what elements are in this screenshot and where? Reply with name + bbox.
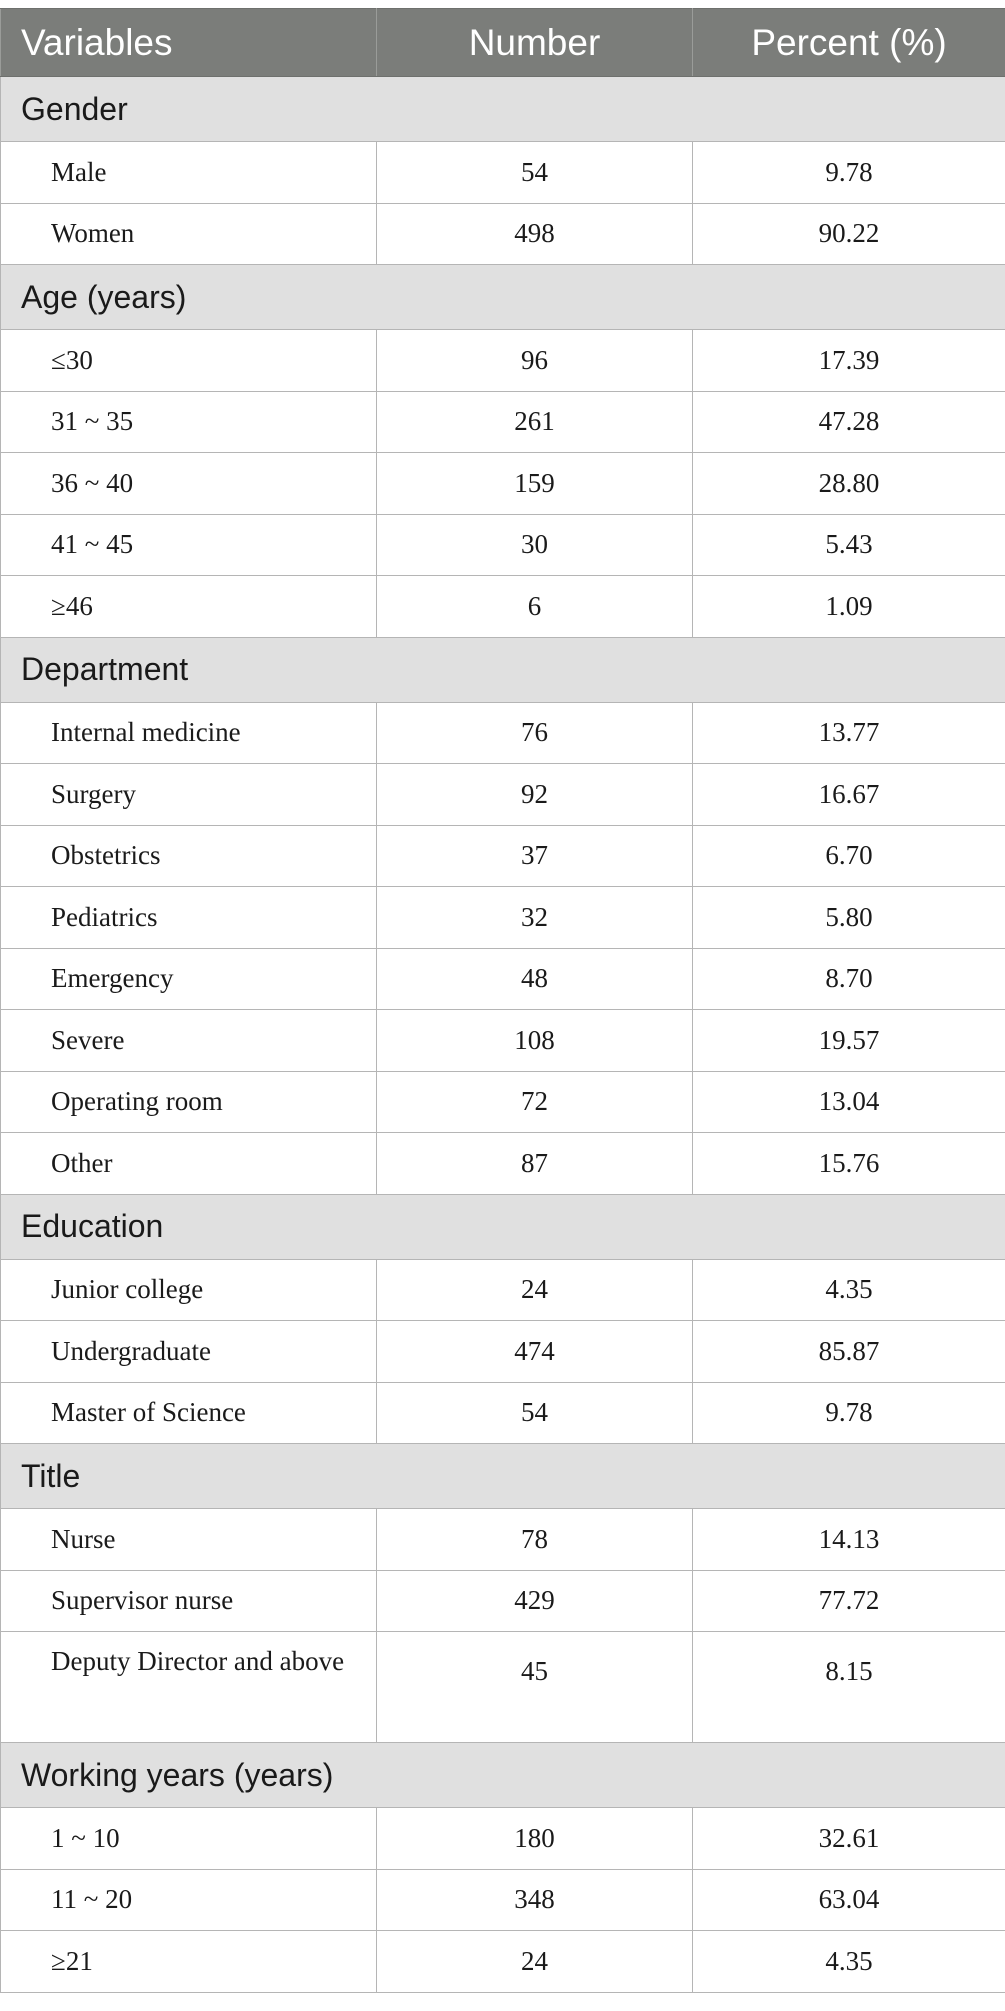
section-title: Age (years) <box>1 265 1005 330</box>
table-row <box>1 1931 1005 1993</box>
row-label: 1 ~ 10 <box>1 1808 377 1870</box>
row-number: 429 <box>377 1570 693 1632</box>
table-row <box>1 514 1005 576</box>
row-percent: 28.80 <box>693 453 1005 515</box>
row-percent: 90.22 <box>693 203 1005 265</box>
row-label: 41 ~ 45 <box>1 514 377 576</box>
table-row <box>1 1259 1005 1321</box>
row-percent: 9.78 <box>693 1382 1005 1444</box>
row-label: ≤30 <box>1 330 377 392</box>
row-percent: 13.04 <box>693 1071 1005 1133</box>
row-percent: 14.13 <box>693 1509 1005 1571</box>
section-title: Gender <box>1 77 1005 142</box>
row-percent: 16.67 <box>693 764 1005 826</box>
section-title: Working years (years) <box>1 1743 1005 1808</box>
row-label: Emergency <box>1 948 377 1010</box>
row-percent: 1.09 <box>693 576 1005 638</box>
row-label: Male <box>1 142 377 204</box>
row-number: 159 <box>377 453 693 515</box>
table-row <box>1 142 1005 204</box>
table-row <box>1 1321 1005 1383</box>
row-percent: 4.35 <box>693 1259 1005 1321</box>
table-row <box>1 1071 1005 1133</box>
row-label: Junior college <box>1 1259 377 1321</box>
row-percent: 15.76 <box>693 1133 1005 1195</box>
row-label: 36 ~ 40 <box>1 453 377 515</box>
row-number: 96 <box>377 330 693 392</box>
row-number: 76 <box>377 702 693 764</box>
table-row <box>1 887 1005 949</box>
section-row-working-years <box>1 1743 1005 1808</box>
header-percent: Percent (%) <box>693 9 1005 77</box>
table-body <box>1 77 1005 1993</box>
section-row-age <box>1 265 1005 330</box>
row-percent: 5.80 <box>693 887 1005 949</box>
table-row <box>1 1133 1005 1195</box>
section-title: Department <box>1 637 1005 702</box>
row-label: Deputy Director and above <box>1 1632 377 1743</box>
row-percent: 63.04 <box>693 1869 1005 1931</box>
section-title: Title <box>1 1444 1005 1509</box>
row-number: 30 <box>377 514 693 576</box>
row-number: 48 <box>377 948 693 1010</box>
row-number: 92 <box>377 764 693 826</box>
section-row-department <box>1 637 1005 702</box>
section-row-gender <box>1 77 1005 142</box>
row-percent: 5.43 <box>693 514 1005 576</box>
row-label: Pediatrics <box>1 887 377 949</box>
row-number: 45 <box>377 1632 693 1743</box>
section-title: Education <box>1 1194 1005 1259</box>
row-label: Master of Science <box>1 1382 377 1444</box>
table-row <box>1 702 1005 764</box>
table-row <box>1 1010 1005 1072</box>
row-number: 108 <box>377 1010 693 1072</box>
row-number: 24 <box>377 1931 693 1993</box>
table-row <box>1 576 1005 638</box>
table-row <box>1 825 1005 887</box>
header-variables: Variables <box>1 9 377 77</box>
row-percent: 4.35 <box>693 1931 1005 1993</box>
row-percent: 77.72 <box>693 1570 1005 1632</box>
row-label: Surgery <box>1 764 377 826</box>
row-number: 54 <box>377 142 693 204</box>
row-label: Other <box>1 1133 377 1195</box>
table-row <box>1 203 1005 265</box>
table-row <box>1 1382 1005 1444</box>
row-percent: 47.28 <box>693 391 1005 453</box>
section-row-title <box>1 1444 1005 1509</box>
header-number: Number <box>377 9 693 77</box>
row-number: 6 <box>377 576 693 638</box>
section-row-education <box>1 1194 1005 1259</box>
table-row <box>1 391 1005 453</box>
row-number: 498 <box>377 203 693 265</box>
table-header <box>1 9 1005 77</box>
row-label: 31 ~ 35 <box>1 391 377 453</box>
row-label: Supervisor nurse <box>1 1570 377 1632</box>
row-percent: 32.61 <box>693 1808 1005 1870</box>
row-label: Undergraduate <box>1 1321 377 1383</box>
table-row <box>1 1509 1005 1571</box>
row-number: 474 <box>377 1321 693 1383</box>
table-row <box>1 948 1005 1010</box>
row-label: Women <box>1 203 377 265</box>
row-percent: 9.78 <box>693 142 1005 204</box>
table-row <box>1 1632 1005 1743</box>
row-number: 24 <box>377 1259 693 1321</box>
row-number: 54 <box>377 1382 693 1444</box>
table-row <box>1 1869 1005 1931</box>
row-label: Obstetrics <box>1 825 377 887</box>
row-label: 11 ~ 20 <box>1 1869 377 1931</box>
row-label: ≥21 <box>1 1931 377 1993</box>
demographics-table <box>0 8 1005 1993</box>
table-row <box>1 1570 1005 1632</box>
row-percent: 6.70 <box>693 825 1005 887</box>
row-label: ≥46 <box>1 576 377 638</box>
row-number: 78 <box>377 1509 693 1571</box>
row-number: 261 <box>377 391 693 453</box>
row-label: Nurse <box>1 1509 377 1571</box>
row-percent: 17.39 <box>693 330 1005 392</box>
row-label: Severe <box>1 1010 377 1072</box>
row-label: Operating room <box>1 1071 377 1133</box>
row-number: 72 <box>377 1071 693 1133</box>
row-number: 180 <box>377 1808 693 1870</box>
table-row <box>1 764 1005 826</box>
table-row <box>1 453 1005 515</box>
table-row <box>1 330 1005 392</box>
row-percent: 85.87 <box>693 1321 1005 1383</box>
row-percent: 19.57 <box>693 1010 1005 1072</box>
row-percent: 13.77 <box>693 702 1005 764</box>
row-number: 32 <box>377 887 693 949</box>
row-number: 37 <box>377 825 693 887</box>
table-row <box>1 1808 1005 1870</box>
row-label: Internal medicine <box>1 702 377 764</box>
row-percent: 8.70 <box>693 948 1005 1010</box>
row-number: 87 <box>377 1133 693 1195</box>
row-number: 348 <box>377 1869 693 1931</box>
row-percent: 8.15 <box>693 1632 1005 1743</box>
